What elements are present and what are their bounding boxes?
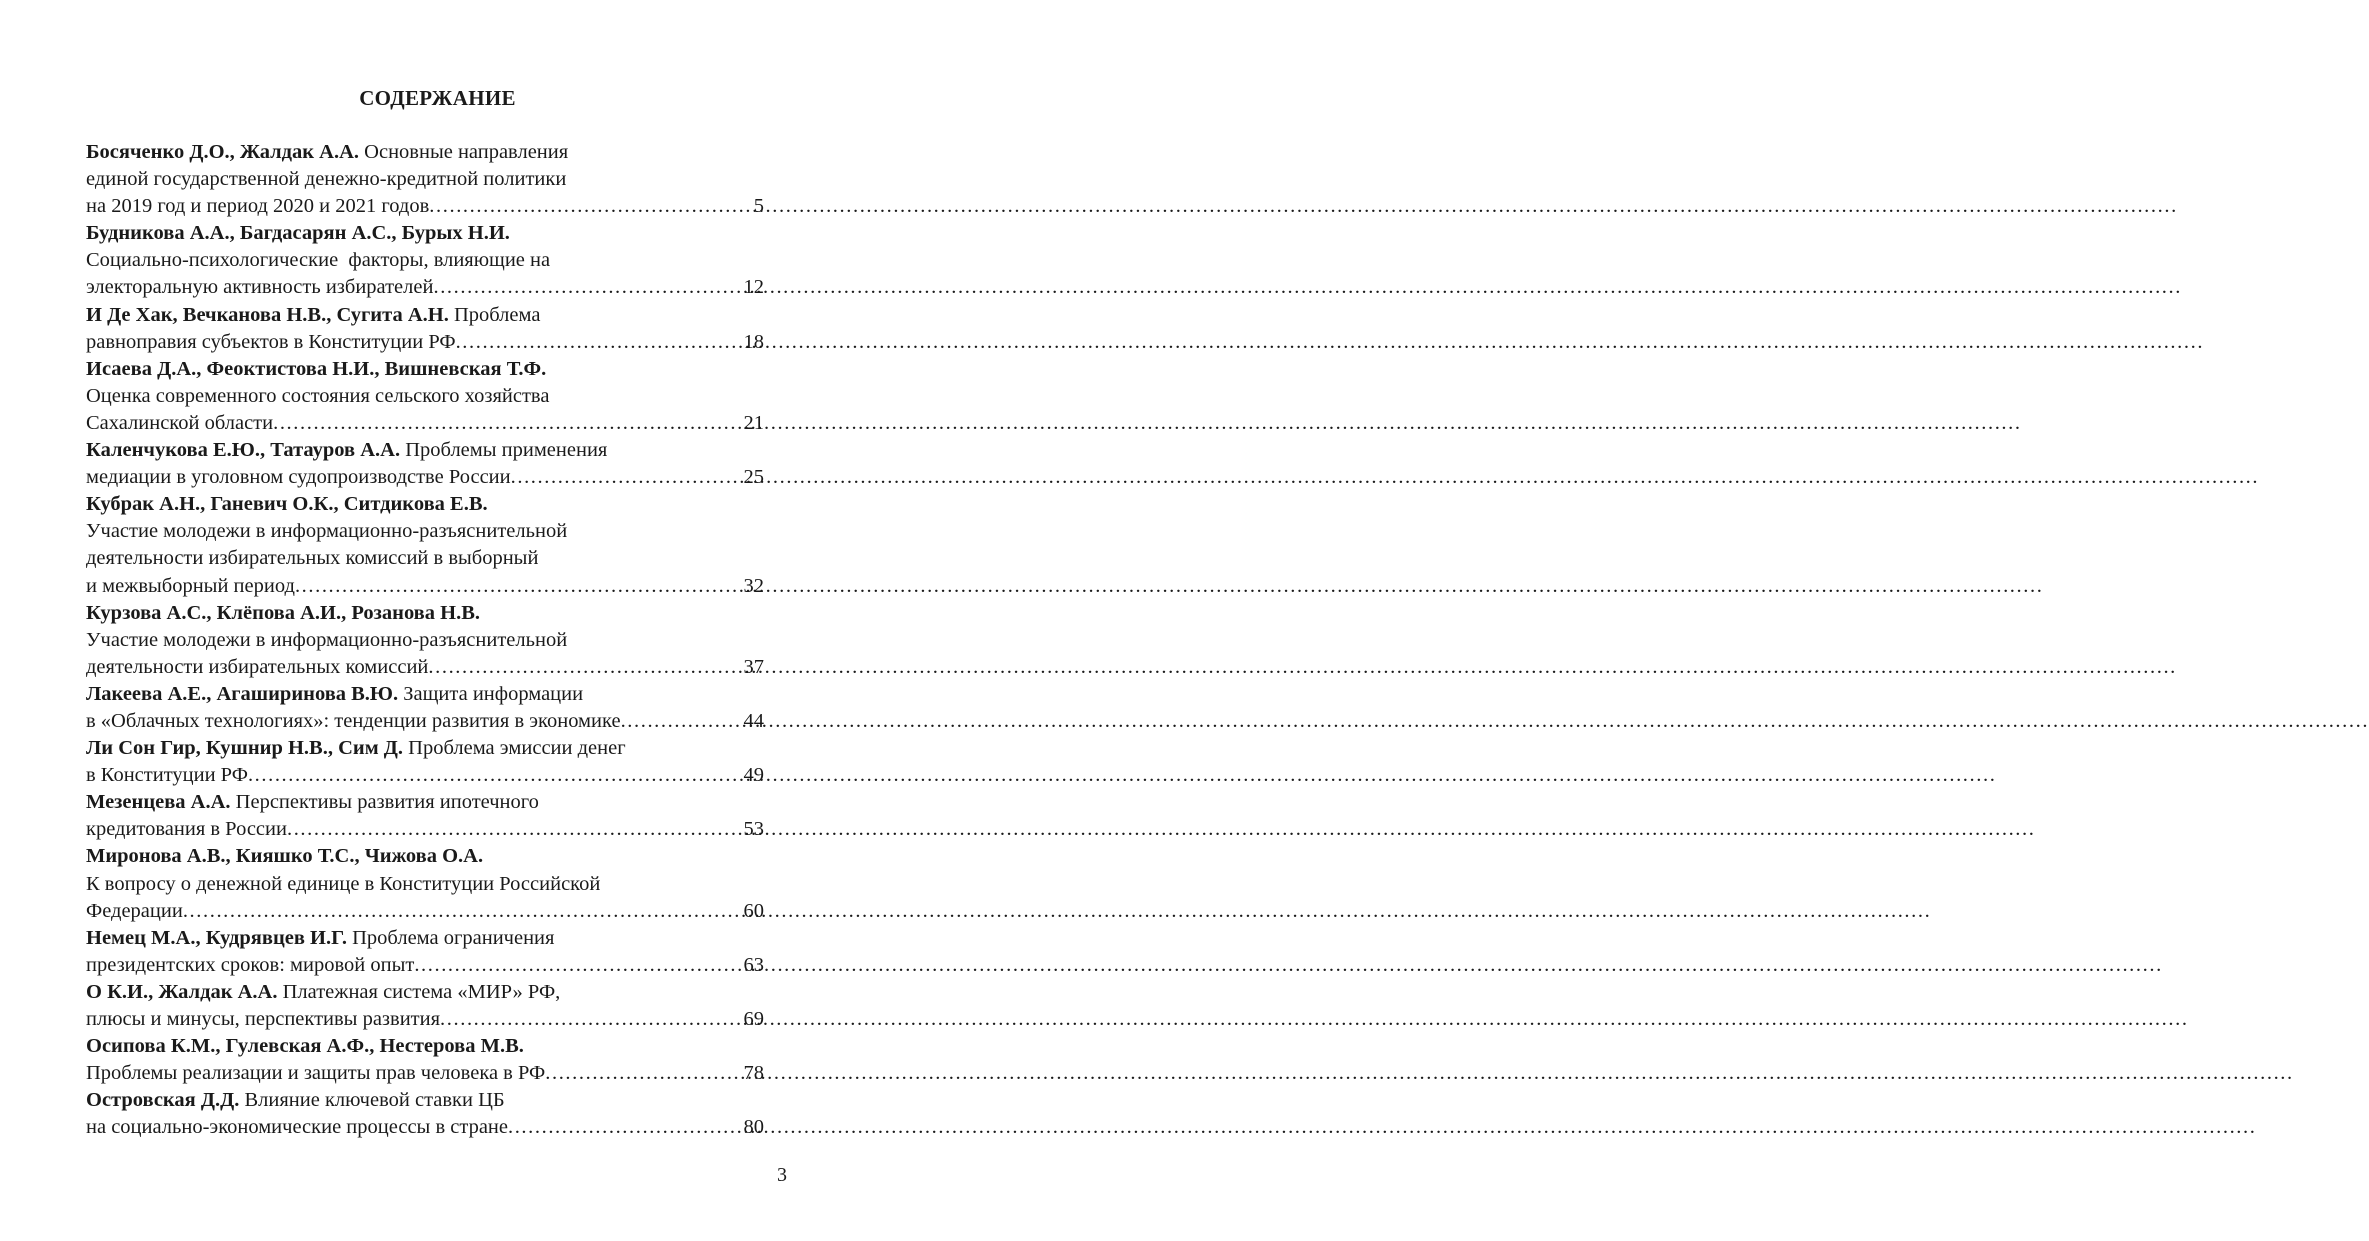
toc-entry[interactable] [86, 843, 764, 924]
toc-line-text [86, 789, 539, 816]
toc-page-number[interactable]: 78 [743, 1062, 764, 1085]
toc-page-number[interactable]: 21 [743, 411, 764, 434]
toc-line-text [86, 735, 626, 762]
toc-line-text [86, 627, 567, 654]
toc-line [86, 356, 764, 383]
toc-line-text [86, 871, 600, 898]
toc-title-text: плюсы и минусы, перспективы развития [86, 1008, 441, 1030]
toc-title-text: деятельности избирательных комиссий [86, 655, 429, 678]
toc-title-text: кредитования в России [86, 818, 287, 841]
toc-title-text: Проблема [448, 303, 541, 326]
toc-line-text [86, 464, 511, 491]
toc-line [86, 518, 764, 545]
toc-line-text [86, 681, 583, 708]
toc-line-text [86, 654, 428, 681]
toc-line [86, 1060, 764, 1087]
toc-line-text [86, 898, 183, 925]
toc-title-text: Проблема ограничения [346, 926, 555, 949]
toc-line-text [86, 139, 568, 166]
toc-line-text [86, 952, 414, 979]
toc-entry[interactable] [86, 600, 764, 681]
toc-line [86, 139, 764, 166]
toc-line [86, 193, 764, 220]
toc-entry[interactable] [86, 302, 764, 356]
toc-dot-leader [621, 708, 744, 735]
toc-dot-leader [183, 898, 744, 925]
toc-authors: Лакеева А.Е., Агаширинова В.Ю. [86, 682, 399, 705]
page-number: 3 [777, 1164, 787, 1186]
toc-line-text [86, 843, 483, 870]
toc-title-text: Оценка современного состояния сельского хозяйства [86, 384, 550, 407]
toc-dot-leader [508, 1114, 744, 1141]
toc-page-number[interactable]: 49 [743, 764, 764, 787]
toc-line [86, 979, 764, 1006]
toc-entry[interactable] [86, 789, 764, 843]
toc-dot-leader [456, 329, 744, 356]
toc-line [86, 871, 764, 898]
toc-title-text: и межвыборный период [86, 574, 295, 597]
toc-line [86, 410, 764, 437]
toc-line [86, 627, 764, 654]
toc-authors: Босяченко Д.О., Жалдак А.А. [86, 141, 360, 163]
toc-page-number[interactable]: 63 [743, 953, 764, 976]
toc-line-text [86, 573, 295, 600]
toc-dot-leader [545, 1060, 743, 1087]
toc-line-text [86, 600, 480, 627]
toc-title-text: в Конституции РФ [86, 764, 248, 787]
toc-line [86, 383, 764, 410]
toc-title-text: Перспективы развития ипотечного [230, 791, 539, 814]
toc-title-text: Социально-психологические факторы, влияющие на [86, 249, 551, 272]
toc-title-text: Защита информации [398, 682, 584, 705]
toc-authors: О К.И., Жалдак А.А. [86, 980, 278, 1003]
toc-title-text: электоральную активность избирателей [86, 276, 434, 299]
toc-authors: Миронова А.В., Кияшко Т.С., Чижова О.А. [86, 845, 484, 868]
toc-authors: Островская Д.Д. [86, 1089, 240, 1112]
toc-line-text [86, 1033, 524, 1060]
toc-line [86, 898, 764, 925]
toc-line-text [86, 1087, 505, 1114]
toc-line-text [86, 545, 538, 572]
toc-entry[interactable] [86, 735, 764, 789]
toc-entry[interactable] [86, 220, 764, 301]
toc-line [86, 843, 764, 870]
toc-dot-leader [511, 464, 744, 491]
toc-dot-leader [295, 573, 738, 600]
table-of-contents [86, 139, 764, 1141]
toc-line [86, 735, 764, 762]
toc-line-text [86, 925, 554, 952]
toc-page-number[interactable]: 60 [743, 899, 764, 922]
toc-line-text [86, 302, 540, 329]
toc-dot-leader [414, 952, 743, 979]
toc-title-text: в «Облачных технологиях»: тенденции развития в экономике [86, 709, 621, 732]
toc-page-number[interactable]: 25 [743, 466, 764, 489]
toc-line-text [86, 220, 510, 247]
toc-line-text [86, 1006, 440, 1033]
toc-dot-leader [428, 654, 743, 681]
toc-line-text [86, 816, 287, 843]
toc-entry[interactable] [86, 491, 764, 599]
toc-title-text: Платежная система «МИР» РФ, [277, 980, 561, 1003]
toc-title-text: на социально-экономические процессы в стране [86, 1116, 508, 1139]
toc-title-text: деятельности избирательных комиссий в выборный [86, 547, 539, 570]
toc-entry[interactable] [86, 979, 764, 1033]
toc-authors: Мезенцева А.А. [86, 791, 231, 814]
toc-line [86, 1087, 764, 1114]
toc-line [86, 274, 764, 301]
toc-line-text [86, 518, 567, 545]
toc-entry[interactable] [86, 139, 764, 220]
toc-line-text [86, 762, 248, 789]
toc-dot-leader [440, 1006, 738, 1033]
toc-page-number[interactable]: 12 [743, 276, 764, 299]
toc-line-text [86, 383, 549, 410]
toc-entry[interactable] [86, 437, 764, 491]
toc-title-text: Основные направления [359, 141, 569, 163]
toc-entry[interactable] [86, 356, 764, 437]
toc-page-number[interactable]: 5 [753, 195, 764, 218]
toc-entry[interactable] [86, 1087, 764, 1141]
toc-page-number[interactable]: 44 [743, 709, 764, 732]
toc-dot-leader [433, 274, 743, 301]
toc-title-text: президентских сроков: мировой опыт [86, 953, 415, 976]
toc-line-text [86, 193, 429, 220]
toc-title-text: Федерации [86, 899, 183, 922]
toc-title-text: Влияние ключевой ставки ЦБ [239, 1089, 505, 1112]
toc-dot-leader [287, 816, 744, 843]
toc-line [86, 600, 764, 627]
toc-title-text: Участие молодежи в информационно-разъяснительной [86, 520, 568, 543]
toc-title-text: Сахалинской области [86, 411, 274, 434]
toc-line [86, 573, 764, 600]
toc-page-number[interactable]: 69 [738, 1008, 764, 1030]
toc-entry[interactable] [86, 925, 764, 979]
toc-authors: Каленчукова Е.Ю., Татауров А.А. [86, 439, 401, 462]
toc-line-text [86, 437, 607, 464]
toc-line [86, 464, 764, 491]
toc-line-text [86, 247, 550, 274]
toc-entry[interactable] [86, 1033, 764, 1087]
toc-line [86, 708, 764, 735]
toc-title-text: на 2019 год и период 2020 и 2021 годов [86, 195, 430, 218]
toc-entry[interactable] [86, 681, 764, 735]
toc-title-text: единой государственной денежно-кредитной политики [86, 168, 567, 191]
toc-authors: Курзова А.С., Клёпова А.И., Розанова Н.В. [86, 601, 480, 624]
toc-authors: Ли Сон Гир, Кушнир Н.В., Сим Д. [86, 737, 404, 760]
toc-line [86, 247, 764, 274]
toc-line [86, 789, 764, 816]
toc-authors: И Де Хак, Вечканова Н.В., Сугита А.Н. [86, 303, 449, 326]
toc-authors: Будникова А.А., Багдасарян А.С., Бурых Н.И. [86, 222, 510, 245]
toc-page-number[interactable]: 37 [743, 655, 764, 678]
toc-line [86, 925, 764, 952]
toc-line [86, 1114, 764, 1141]
toc-authors: Немец М.А., Кудрявцев И.Г. [86, 926, 347, 949]
toc-title-text: Проблемы реализации и защиты прав человека в РФ [86, 1062, 546, 1085]
toc-line [86, 545, 764, 572]
toc-line-text [86, 1114, 508, 1141]
page-title: СОДЕРЖАНИЕ [359, 86, 516, 110]
toc-authors: Исаева Д.А., Феоктистова Н.И., Вишневская Т.Ф. [86, 357, 547, 380]
toc-line-text [86, 708, 621, 735]
toc-title-text: Проблемы применения [400, 439, 608, 462]
toc-page-number[interactable]: 32 [738, 574, 764, 597]
toc-line [86, 681, 764, 708]
toc-dot-leader [273, 410, 743, 437]
toc-dot-leader [248, 762, 744, 789]
toc-line-text [86, 491, 488, 518]
toc-title-text: Участие молодежи в информационно-разъяснительной [86, 628, 568, 651]
toc-line [86, 220, 764, 247]
toc-line-text [86, 329, 456, 356]
toc-title-text: К вопросу о денежной единице в Конституции Российской [86, 872, 601, 895]
toc-line [86, 1033, 764, 1060]
toc-line [86, 1006, 764, 1033]
toc-line-text [86, 979, 560, 1006]
toc-page-number[interactable]: 80 [743, 1116, 764, 1139]
toc-title-text: Проблема эмиссии денег [403, 737, 626, 760]
toc-line-text [86, 274, 433, 301]
toc-page-number[interactable]: 18 [743, 330, 764, 353]
toc-line [86, 952, 764, 979]
toc-line-text [86, 356, 546, 383]
toc-line-text [86, 166, 566, 193]
toc-line [86, 762, 764, 789]
toc-title-text: равноправия субъектов в Конституции РФ [86, 330, 456, 353]
toc-line [86, 437, 764, 464]
toc-authors: Осипова К.М., Гулевская А.Ф., Нестерова М.В. [86, 1035, 524, 1058]
toc-page-number[interactable]: 53 [743, 818, 764, 841]
toc-line [86, 166, 764, 193]
toc-line-text [86, 410, 273, 437]
toc-line-text [86, 1060, 545, 1087]
toc-line [86, 329, 764, 356]
toc-authors: Кубрак А.Н., Ганевич О.К., Ситдикова Е.В. [86, 493, 488, 516]
toc-line [86, 816, 764, 843]
toc-line [86, 491, 764, 518]
toc-title-text: медиации в уголовном судопроизводстве России [86, 466, 511, 489]
toc-line [86, 654, 764, 681]
toc-dot-leader [429, 193, 753, 220]
toc-line [86, 302, 764, 329]
